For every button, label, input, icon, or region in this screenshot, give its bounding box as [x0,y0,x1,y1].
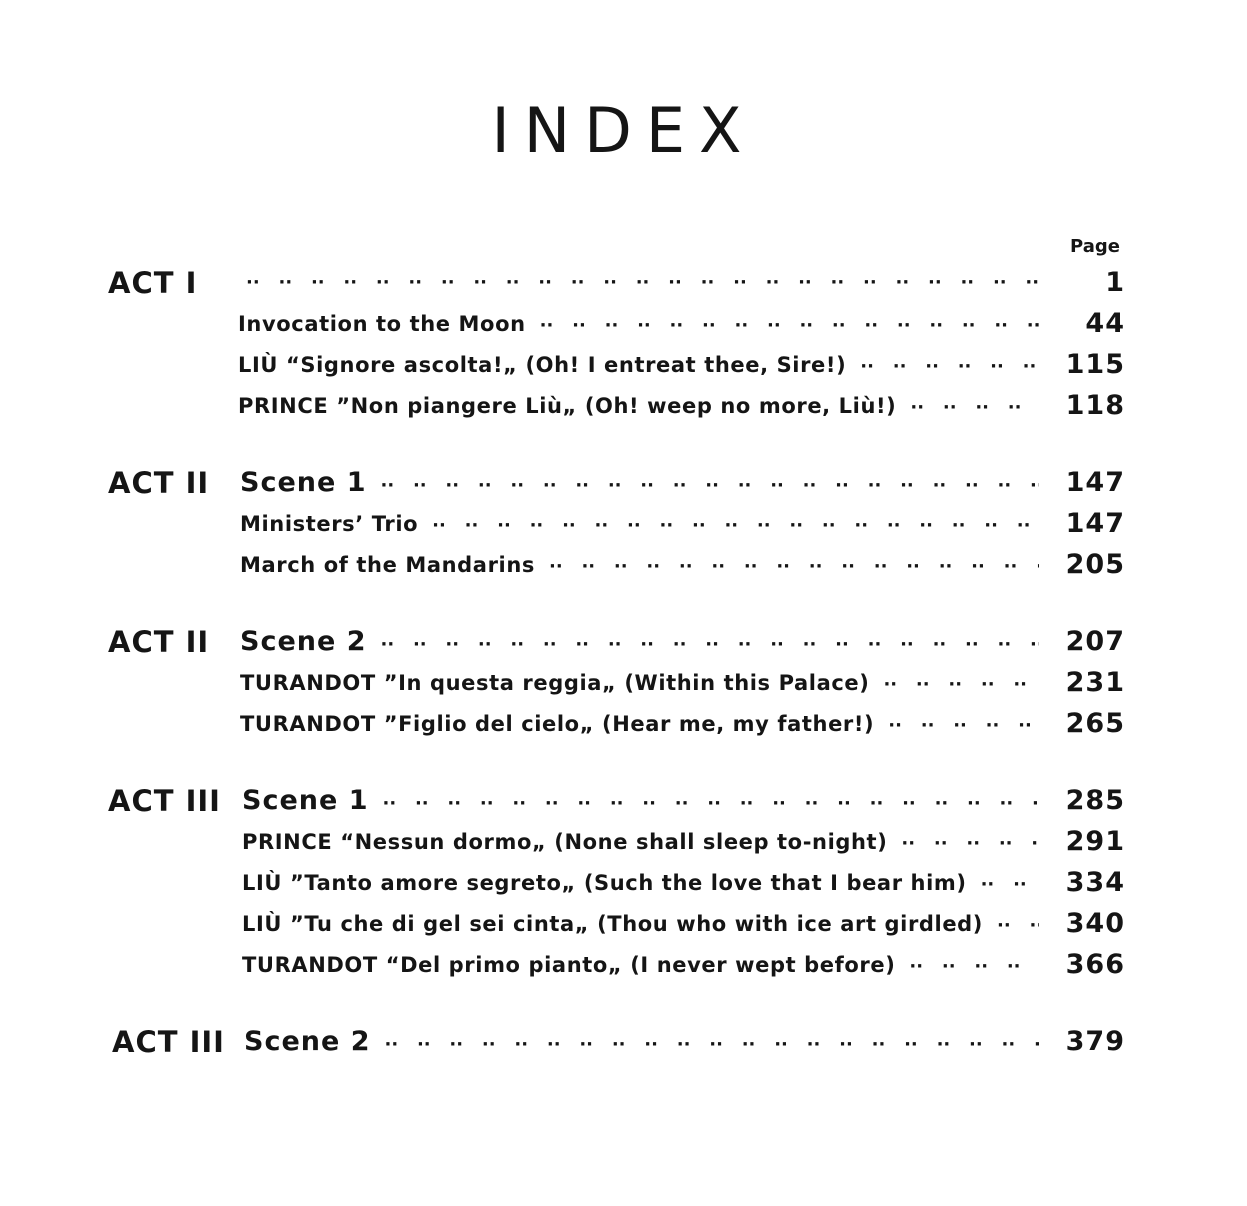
dot-leader [981,867,1039,903]
index-entry [240,506,1047,542]
index-row [0,506,1247,542]
page-number: 44 [1085,308,1125,339]
page-number: 115 [1065,349,1125,380]
page-number: 207 [1065,626,1125,657]
page-number: 265 [1065,708,1125,739]
dot-leader [540,308,1039,344]
dot-leader [380,468,1039,504]
entry-label: PRINCE ”Non piangere Liù„ (Oh! weep no more, Liù!) [238,394,897,418]
index-row-act-2-scene-2 [0,624,1247,660]
dot-leader [909,949,1039,985]
page-number: 340 [1065,908,1125,939]
index-entry [240,547,1047,583]
index-entry [240,624,1047,660]
dot-leader [246,265,1039,301]
page-number: 118 [1065,390,1125,421]
entry-label: TURANDOT “Del primo pianto„ (I never wept before) [242,953,896,977]
act-label: ACT II [108,466,210,500]
page-column-heading: Page [1070,236,1120,257]
page-number: 205 [1065,549,1125,580]
index-row [0,906,1247,942]
index-row [0,347,1247,383]
page-number: 379 [1065,1026,1125,1057]
dot-leader [432,508,1039,544]
dot-leader [860,349,1039,385]
dot-leader [901,826,1039,862]
index-entry [240,465,1047,501]
page-number: 147 [1065,508,1125,539]
dot-leader [888,708,1039,744]
entry-label: March of the Mandarins [240,553,535,577]
index-entry [244,1024,1047,1060]
entry-label: TURANDOT ”In questa reggia„ (Within this Palace) [240,671,870,695]
act-label: ACT III [108,784,221,818]
entry-label: TURANDOT ”Figlio del cielo„ (Hear me, my father!) [240,712,875,736]
index-row-act-3-scene-1 [0,783,1247,819]
index-row [0,947,1247,983]
index-row [0,665,1247,701]
index-row [0,706,1247,742]
page-number: 1 [1105,267,1125,298]
entry-label: Ministers’ Trio [240,512,419,536]
index-entry [242,947,1047,983]
entry-label: Scene 1 [240,467,367,498]
entry-label: LIÙ ”Tu che di gel sei cinta„ (Thou who with ice art girdled) [242,912,984,936]
dot-leader [384,1027,1039,1063]
entry-label: LIÙ ”Tanto amore segreto„ (Such the love that I bear him) [242,871,967,895]
index-row [0,388,1247,424]
index-entry [238,388,1047,424]
page-number: 334 [1065,867,1125,898]
entry-label: Invocation to the Moon [238,312,526,336]
index-row-act-1 [0,265,1247,301]
index-entry [242,865,1047,901]
index-row [0,547,1247,583]
page-number: 285 [1065,785,1125,816]
page-number: 231 [1065,667,1125,698]
page-number: 291 [1065,826,1125,857]
index-entry [238,306,1047,342]
dot-leader [997,908,1039,944]
index-row-act-2-scene-1 [0,465,1247,501]
dot-leader [382,786,1039,822]
index-entry [240,665,1047,701]
dot-leader [549,549,1039,585]
index-entry [242,906,1047,942]
page-number: 366 [1065,949,1125,980]
entry-label: PRINCE “Nessun dormo„ (None shall sleep to-night) [242,830,888,854]
page-number: 147 [1065,467,1125,498]
index-entry [242,824,1047,860]
entry-label: LIÙ “Signore ascolta!„ (Oh! I entreat thee, Sire!) [238,353,847,377]
index-row [0,824,1247,860]
act-label: ACT I [108,266,198,300]
index-entry [232,265,1047,301]
entry-label: Scene 1 [242,785,369,816]
index-entry [238,347,1047,383]
index-entry [240,706,1047,742]
index-entry [242,783,1047,819]
entry-label: Scene 2 [244,1026,371,1057]
act-label: ACT II [108,625,210,659]
index-row [0,306,1247,342]
act-label: ACT III [112,1025,225,1059]
dot-leader [910,390,1039,426]
entry-label: Scene 2 [240,626,367,657]
page-title: INDEX [491,93,756,167]
index-row [0,865,1247,901]
dot-leader [380,627,1039,663]
dot-leader [883,667,1039,703]
index-row-act-3-scene-2 [0,1024,1247,1060]
